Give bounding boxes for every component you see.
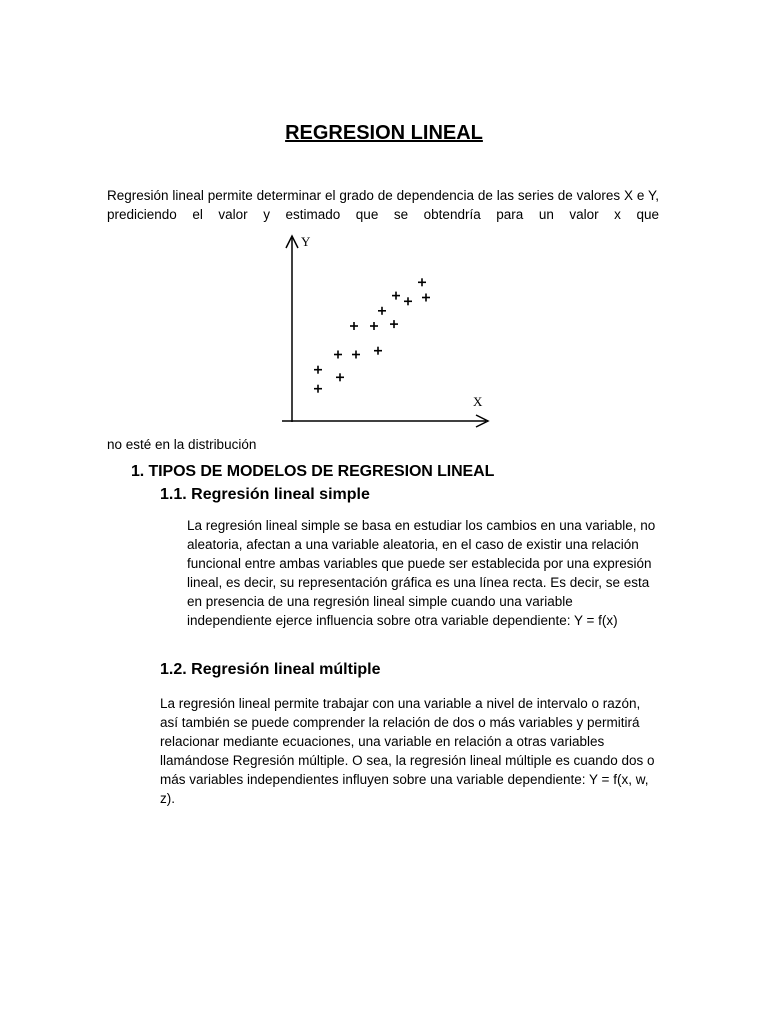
section-1-2-paragraph: La regresión lineal permite trabajar con una variable a nivel de intervalo o razón, así también se puede comprender la relación de dos o más variables y permitirá relacionar mediante ecuaciones, una variable en relación a otras variables llamándose Regresión múltiple. O sea, la regresión lineal múltiple es cuando dos o más variables independientes influyen sobre una variable dependiente: Y = f(x, w, z). xyxy=(160,696,655,806)
data-point-14 xyxy=(418,278,426,286)
data-point-6 xyxy=(374,347,382,355)
section-1-1-heading: 1.1. Regresión lineal simple xyxy=(160,486,370,503)
section-1-heading: 1. TIPOS DE MODELOS DE REGRESION LINEAL xyxy=(131,463,495,480)
data-point-11 xyxy=(392,292,400,300)
y-axis-label: Y xyxy=(301,234,311,249)
data-point-10 xyxy=(378,307,386,315)
data-point-12 xyxy=(404,297,412,305)
data-points xyxy=(314,278,430,392)
document-title: REGRESION LINEAL xyxy=(285,122,483,144)
data-point-3 xyxy=(336,373,344,381)
data-point-7 xyxy=(350,322,358,330)
data-point-9 xyxy=(390,320,398,328)
data-point-4 xyxy=(334,351,342,359)
intro-paragraph: Regresión lineal permite determinar el grado de dependencia de las series de valores X e Y, prediciendo el valor y estimado que se obtendría para un valor x que xyxy=(107,188,659,222)
section-1-2-heading: 1.2. Regresión lineal múltiple xyxy=(160,661,381,678)
section-1-1-paragraph: La regresión lineal simple se basa en estudiar los cambios en una variable, no aleatoria, afectan a una variable aleatoria, en el caso de existir una relación funcional entre ambas variables que puede ser establecida por una expresión lineal, es decir, su representación gráfica es una línea recta. Es decir, se esta en presencia de una regresión lineal simple cuando una variable independiente ejerce influencia sobre otra variable dependiente: Y = f(x) xyxy=(187,518,656,628)
data-point-2 xyxy=(314,366,322,374)
data-point-1 xyxy=(314,385,322,393)
data-point-5 xyxy=(352,351,360,359)
intro-continuation: no esté en la distribución xyxy=(107,437,257,452)
data-point-8 xyxy=(370,322,378,330)
scatter-plot xyxy=(270,228,500,433)
x-axis-label: X xyxy=(473,394,483,409)
data-point-13 xyxy=(422,294,430,302)
